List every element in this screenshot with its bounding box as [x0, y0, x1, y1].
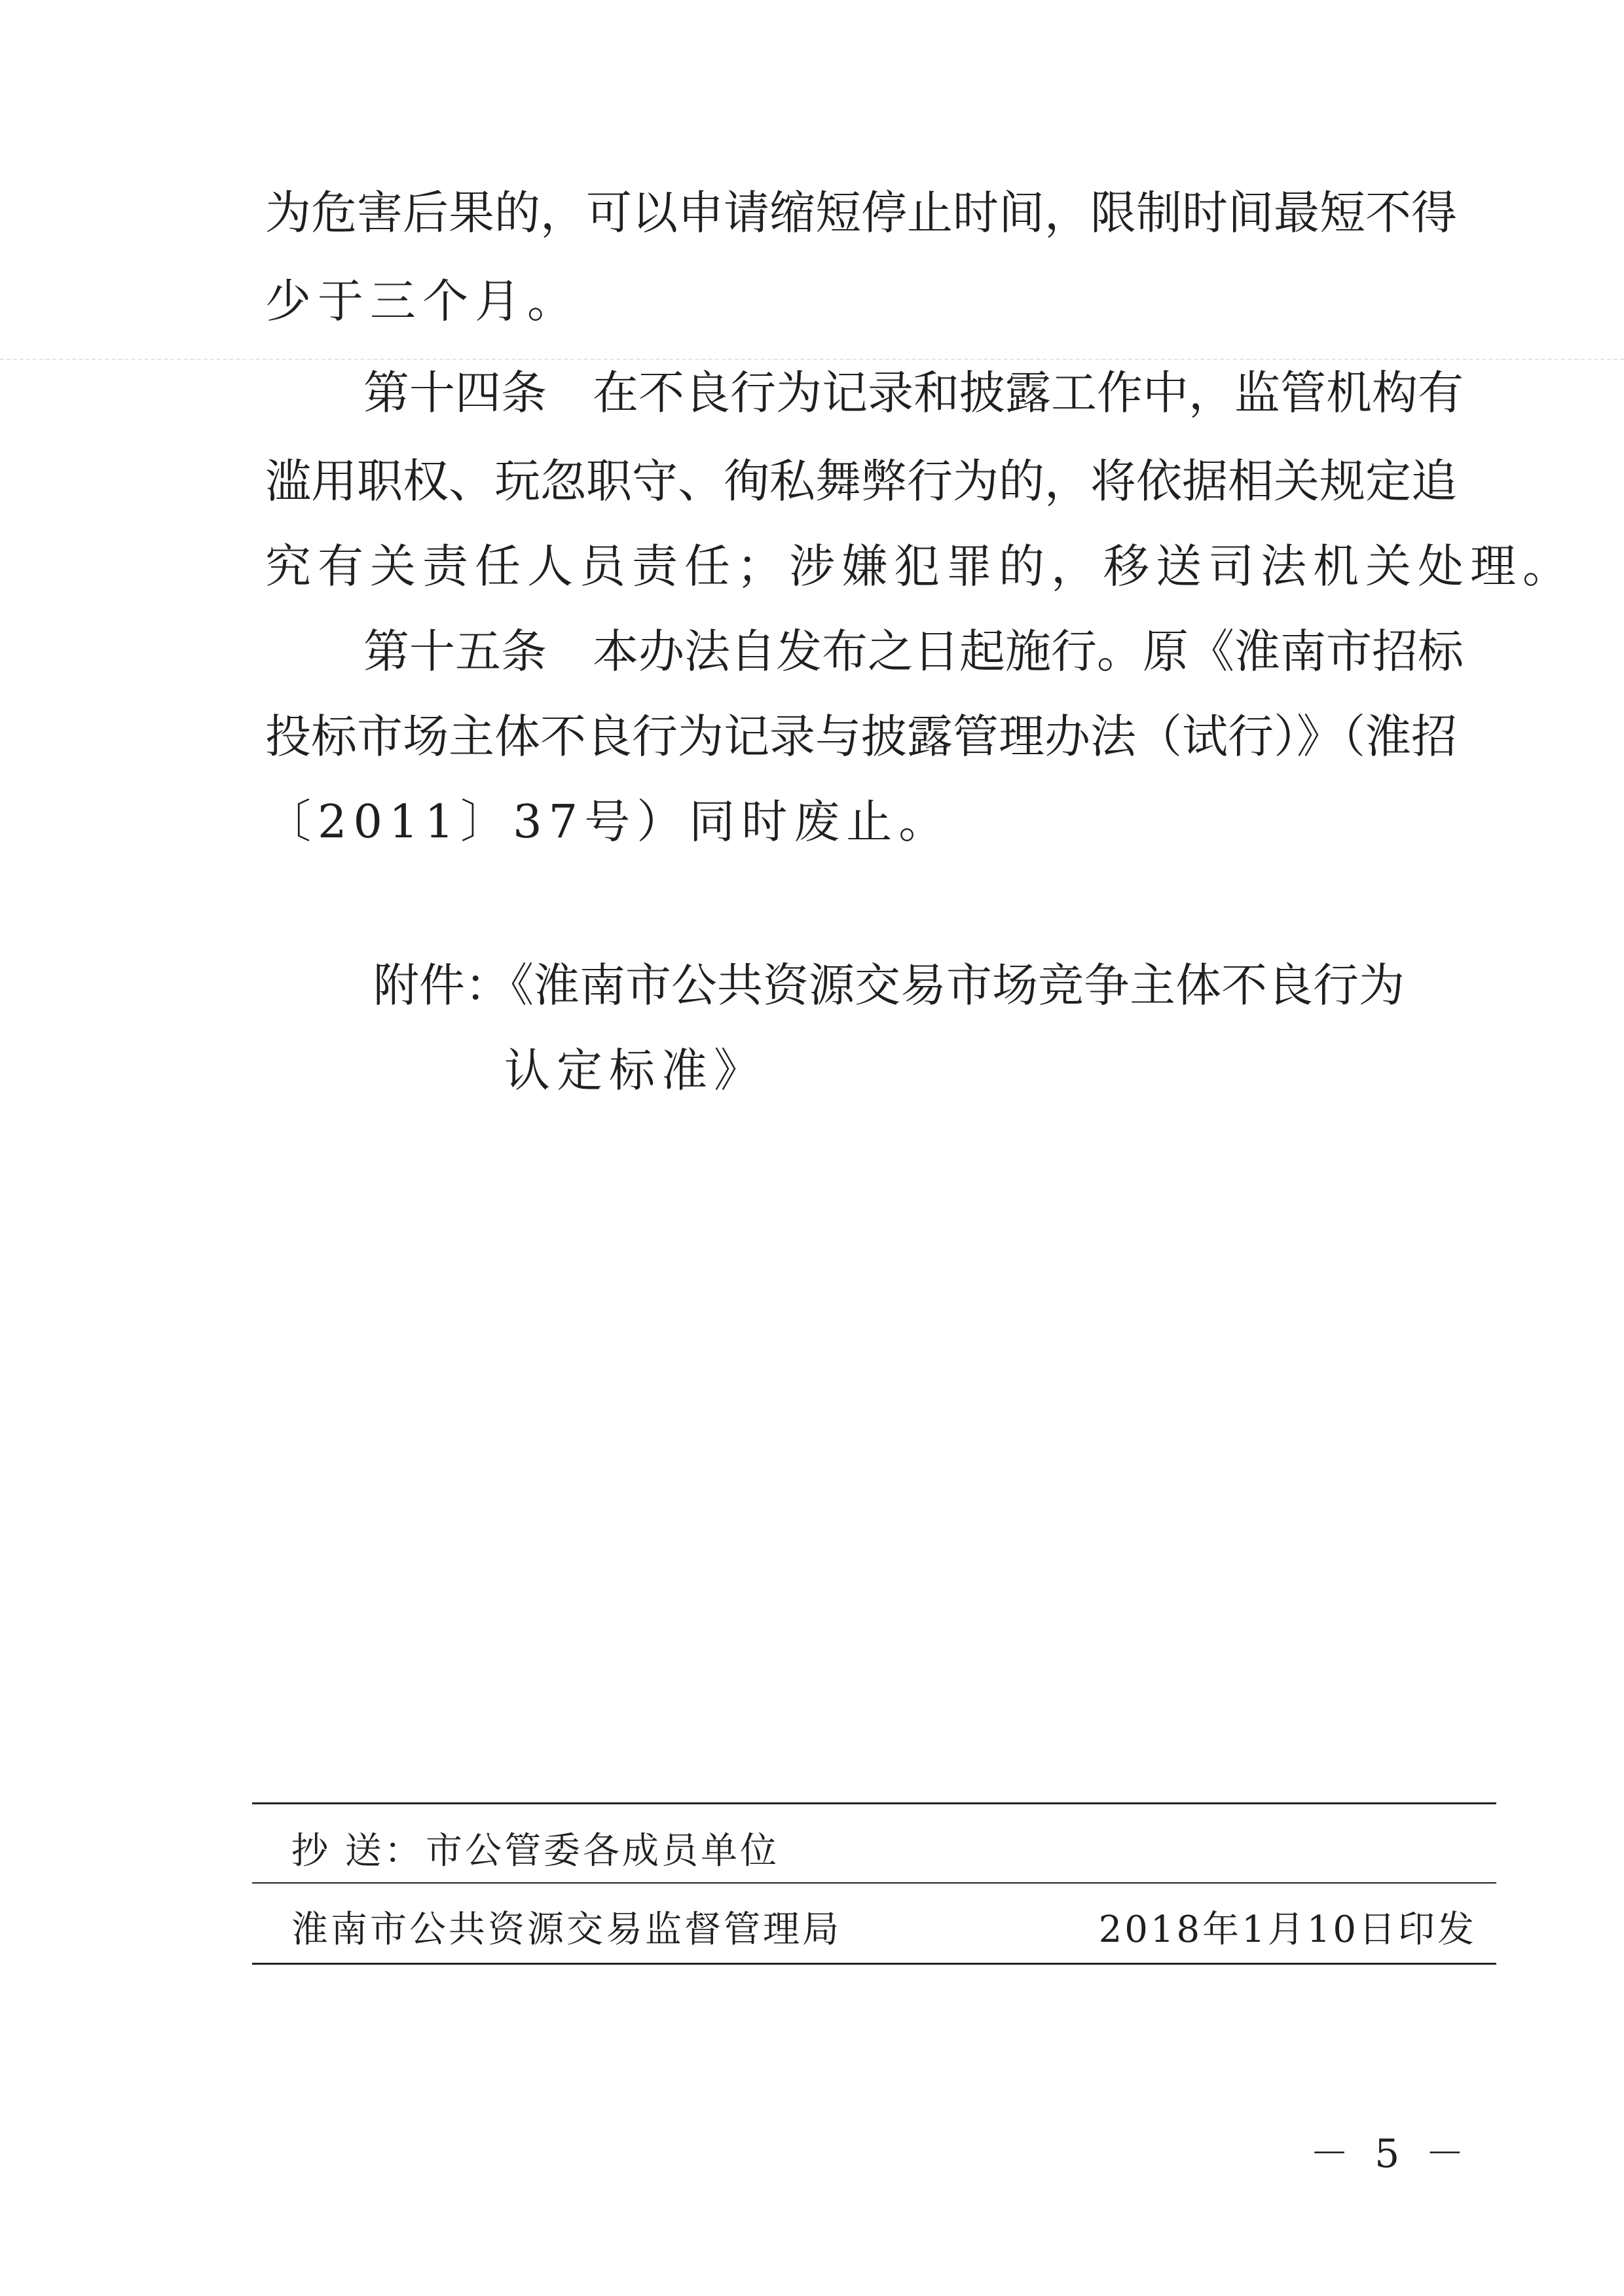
body-line: 滥用职权、玩忽职守、徇私舞弊行为的，将依据相关规定追 — [265, 454, 1457, 508]
attachment-line: 附件：《淮南市公共资源交易市场竞争主体不良行为 — [373, 958, 1405, 1012]
cc-label: 抄 送： — [291, 1830, 424, 1872]
attachment-title-continued: 认定标准》 — [504, 1044, 766, 1097]
middle-rule — [252, 1882, 1496, 1884]
body-line: 少于三个月。 — [265, 274, 580, 328]
body-line: 投标市场主体不良行为记录与披露管理办法（试行）》（淮招 — [265, 710, 1457, 763]
body-line: 究有关责任人员责任；涉嫌犯罪的，移送司法机关处理。 — [265, 539, 1575, 593]
issuing-authority: 淮南市公共资源交易监督管理局 — [291, 1908, 841, 1951]
article-14-first-line: 第十四条 在不良行为记录和披露工作中，监管机构有 — [363, 366, 1464, 420]
top-rule — [252, 1802, 1496, 1804]
body-line: 〔2011〕37号）同时废止。 — [265, 795, 951, 848]
body-line: 为危害后果的，可以申请缩短停止时间，限制时间最短不得 — [265, 186, 1457, 240]
scan-artifact-line — [0, 359, 1624, 360]
bottom-rule — [252, 1963, 1496, 1965]
cc-recipients: 市公管委各成员单位 — [426, 1830, 779, 1872]
page-number: － 5 － — [1310, 2131, 1471, 2177]
issue-date: 2018年1月10日印发 — [1098, 1908, 1477, 1951]
article-15-first-line: 第十五条 本办法自发布之日起施行。原《淮南市招标 — [363, 625, 1464, 678]
distribution-block — [252, 1802, 1496, 1973]
